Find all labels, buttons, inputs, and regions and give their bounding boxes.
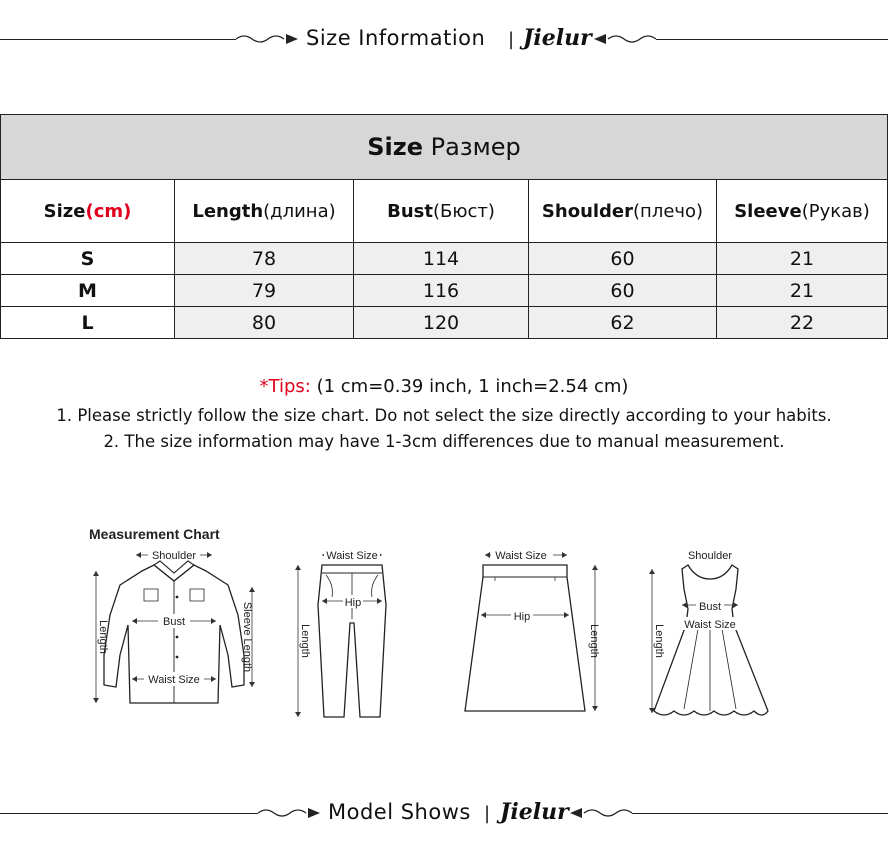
- header-line-right: [656, 39, 888, 40]
- pants-diagram: [288, 545, 398, 720]
- skirt-diagram: [455, 545, 605, 720]
- cell-size: S: [1, 243, 175, 275]
- pants-waist-label: Waist Size: [326, 550, 378, 562]
- table-row: [1, 307, 888, 339]
- shirt-waist-label: Waist Size: [148, 674, 200, 686]
- col-rest: (Рукав): [801, 200, 870, 222]
- column-header-length: [175, 180, 354, 243]
- cell-sleeve: 22: [717, 307, 888, 339]
- caption-rest: Размер: [423, 133, 521, 161]
- ornament-right-icon: [568, 805, 632, 821]
- pants-hip-label: Hip: [344, 597, 362, 609]
- dress-length-label: Length: [653, 624, 665, 658]
- table-caption: [1, 115, 888, 180]
- column-header-shoulder: [529, 180, 717, 243]
- cell-length: 80: [175, 307, 354, 339]
- col-bold: Bust: [387, 200, 433, 222]
- brand-logo: Jielur: [500, 799, 569, 825]
- col-bold: Shoulder: [541, 200, 634, 222]
- section-title: Size Information: [306, 26, 486, 50]
- col-bold: Length: [192, 200, 264, 222]
- cell-shoulder: 60: [529, 243, 717, 275]
- pants-length-label: Length: [299, 624, 311, 658]
- col-unit: (cm): [85, 200, 132, 222]
- column-header-size: [1, 180, 175, 243]
- size-table: [0, 114, 888, 339]
- cell-size: M: [1, 275, 175, 307]
- ornament-left-icon: [236, 31, 300, 47]
- caption-bold: Size: [367, 133, 424, 161]
- cell-sleeve: 21: [717, 275, 888, 307]
- dress-shoulder-label: Shoulder: [687, 550, 733, 562]
- shirt-diagram: [84, 545, 264, 720]
- ornament-right-icon: [592, 31, 656, 47]
- header-line-left: [0, 813, 258, 814]
- cell-bust: 114: [354, 243, 529, 275]
- size-information-header: [0, 20, 888, 60]
- ornament-left-icon: [258, 805, 322, 821]
- skirt-waist-label: Waist Size: [495, 550, 547, 562]
- table-header-row: [1, 180, 888, 243]
- dress-bust-label: Bust: [698, 601, 722, 613]
- section-title: Model Shows: [328, 800, 471, 824]
- dress-waist-label: Waist Size: [684, 619, 736, 631]
- cell-length: 78: [175, 243, 354, 275]
- tips-label: *Tips:: [259, 376, 311, 397]
- measurement-chart-title: Measurement Chart: [89, 526, 220, 542]
- col-bold: Size: [43, 200, 86, 222]
- table-caption-row: [1, 115, 888, 180]
- shirt-bust-label: Bust: [162, 616, 186, 628]
- cell-bust: 120: [354, 307, 529, 339]
- skirt-length-label: Length: [588, 624, 600, 658]
- tips-conversion: [0, 376, 888, 397]
- cell-shoulder: 62: [529, 307, 717, 339]
- cell-bust: 116: [354, 275, 529, 307]
- tips-line-2: 2. The size information may have 1-3cm differences due to manual measurement.: [103, 432, 785, 451]
- cell-size: L: [1, 307, 175, 339]
- column-header-sleeve: [717, 180, 888, 243]
- column-header-bust: [354, 180, 529, 243]
- dress-diagram: [640, 545, 780, 725]
- col-rest: (плечо): [633, 200, 704, 222]
- title-separator: |: [508, 29, 515, 50]
- shirt-length-label: Length: [97, 620, 109, 654]
- header-line-left: [0, 39, 236, 40]
- shirt-shoulder-label: Shoulder: [151, 550, 197, 562]
- brand-logo: Jielur: [523, 25, 592, 51]
- tips-conversion-text: (1 cm=0.39 inch, 1 inch=2.54 cm): [310, 376, 629, 397]
- title-separator: |: [484, 803, 491, 824]
- cell-sleeve: 21: [717, 243, 888, 275]
- table-row: [1, 243, 888, 275]
- col-bold: Sleeve: [734, 200, 802, 222]
- header-line-right: [632, 813, 888, 814]
- cell-shoulder: 60: [529, 275, 717, 307]
- tips-line-1: 1. Please strictly follow the size chart. Do not select the size directly according to your habits.: [56, 406, 832, 425]
- table-row: [1, 275, 888, 307]
- model-shows-header: [0, 794, 888, 834]
- col-rest: (длина): [263, 200, 336, 222]
- skirt-hip-label: Hip: [513, 611, 531, 623]
- col-rest: (Бюст): [432, 200, 495, 222]
- shirt-sleeve-label: Sleeve Length: [241, 601, 253, 673]
- cell-length: 79: [175, 275, 354, 307]
